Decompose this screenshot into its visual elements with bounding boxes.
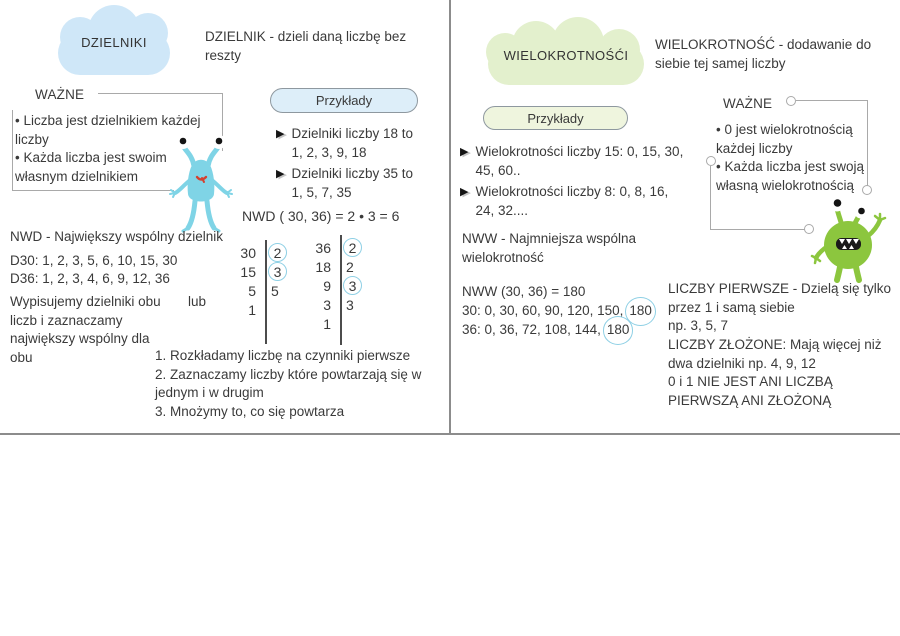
step-item: 2. Zaznaczamy liczby które powtarzają się w jednym i w drugim bbox=[155, 366, 422, 401]
example-item bbox=[276, 125, 428, 162]
green-monster-illustration bbox=[810, 192, 888, 289]
example-text: Dzielniki liczby 35 to 1, 5, 7, 35 bbox=[291, 166, 414, 200]
dividend: 36 bbox=[315, 239, 331, 256]
circled-nww-value: 180 bbox=[625, 297, 656, 326]
example-item bbox=[276, 165, 428, 202]
factor: 3 bbox=[346, 296, 354, 313]
step-item: 1. Rozkładamy liczbę na czynniki pierwsze bbox=[155, 348, 411, 363]
wazne-left-frame-top bbox=[98, 93, 223, 94]
wazne-left-frame-left bbox=[12, 110, 13, 190]
triangle-bullet-icon: ▶ bbox=[276, 128, 285, 140]
blue-monster-illustration bbox=[168, 132, 236, 239]
green-monster-icon bbox=[810, 192, 888, 284]
example-item bbox=[460, 143, 696, 180]
table-row bbox=[236, 262, 287, 281]
wielokrotnosc-definition: WIELOKROTNOŚĆ - dodawanie do siebie tej samej liczby bbox=[655, 37, 872, 71]
example-text: Dzielniki liczby 18 to 1, 2, 3, 9, 18 bbox=[291, 126, 414, 160]
table-row bbox=[311, 314, 362, 333]
nwd-heading: NWD - Największy wspólny dzielnik bbox=[10, 229, 224, 244]
method-note: Wypisujemy dzielniki obu liczb i zaznaczamy największy wspólny dla obu bbox=[10, 294, 161, 365]
d30-list: D30: 1, 2, 3, 5, 6, 10, 15, 30 bbox=[10, 253, 178, 268]
przyklady-badge-left: Przykłady bbox=[270, 88, 418, 113]
dzielnik-definition: DZIELNIK - dzieli daną liczbę bez reszty bbox=[205, 29, 407, 63]
circled-factor: 2 bbox=[343, 238, 362, 257]
multiples-36-list: 36: 0, 36, 72, 108, 144, bbox=[462, 322, 601, 337]
triangle-bullet-icon: ▶ bbox=[460, 186, 469, 199]
wielokrotnosci-cloud bbox=[486, 17, 646, 85]
dividend: 3 bbox=[323, 296, 331, 313]
table-row bbox=[311, 257, 362, 276]
multiples-30-list: 30: 0, 30, 60, 90, 120, 150, bbox=[462, 303, 624, 318]
primes-line: np. 3, 5, 7 bbox=[668, 318, 729, 334]
dividend: 30 bbox=[240, 244, 256, 261]
lub-label: lub bbox=[188, 294, 207, 309]
table-row bbox=[236, 243, 287, 262]
table-row bbox=[311, 295, 362, 314]
example-text: Wielokrotności liczby 8: 0, 8, 16, 24, 32.... bbox=[475, 184, 669, 218]
table-row bbox=[236, 281, 287, 300]
wazne-left-title: WAŻNE bbox=[35, 87, 85, 102]
nww-equation: NWW (30, 36) = 180 bbox=[462, 284, 586, 299]
examples-list-right bbox=[460, 143, 696, 224]
examples-list-left bbox=[276, 125, 428, 206]
wazne-left-point: • Liczba jest dzielnikiem każdej liczby bbox=[15, 113, 201, 147]
primes-line: LICZBY PIERWSZE - Dzielą się tylko przez 1 i samą siebie bbox=[668, 281, 892, 315]
wazne-right-points bbox=[716, 121, 868, 196]
triangle-bullet-icon: ▶ bbox=[276, 168, 285, 181]
primes-line: LICZBY ZŁOŻONE: Mają więcej niż dwa dzielniki np. 4, 9, 12 bbox=[668, 336, 882, 371]
wazne-right-point: • 0 jest wielokrotnością każdej liczby bbox=[716, 122, 853, 156]
dividend: 15 bbox=[240, 263, 256, 280]
section-title-dzielniki: DZIELNIKI bbox=[81, 35, 147, 50]
circled-factor: 3 bbox=[343, 276, 362, 295]
triangle-bullet-icon: ▶ bbox=[460, 146, 469, 158]
vertical-divider bbox=[449, 0, 451, 434]
nww-heading: NWW - Najmniejsza wspólna wielokrotność bbox=[462, 231, 637, 265]
table-row bbox=[311, 238, 362, 257]
d36-list: D36: 1, 2, 3, 4, 6, 9, 12, 36 bbox=[10, 271, 170, 286]
horizontal-divider bbox=[0, 433, 900, 435]
dividend: 1 bbox=[248, 301, 256, 318]
table-row bbox=[236, 300, 287, 319]
step-item: 3. Mnożymy to, co się powtarza bbox=[155, 403, 345, 419]
factor: 5 bbox=[271, 282, 279, 299]
dividend: 9 bbox=[323, 277, 331, 294]
multiples-of-36 bbox=[462, 316, 633, 345]
wazne-left-frame-bottom bbox=[12, 190, 174, 191]
factor-table-30 bbox=[236, 243, 287, 319]
wazne-right-frame-top bbox=[796, 100, 868, 101]
primes-line: 0 i 1 NIE JEST ANI LICZBĄ PIERWSZĄ ANI ZŁOŻONĄ bbox=[668, 374, 833, 408]
section-title-wielokrotnosci: WIELOKROTNOŚĆI bbox=[503, 48, 629, 63]
factor-table-36 bbox=[311, 238, 362, 333]
nwd-steps bbox=[155, 347, 447, 422]
wazne-right-title: WAŻNE bbox=[723, 96, 773, 111]
example-item bbox=[460, 183, 696, 220]
frame-dot bbox=[706, 156, 716, 166]
blue-monster-icon bbox=[168, 132, 236, 234]
table-row bbox=[311, 276, 362, 295]
dividend: 1 bbox=[323, 315, 331, 332]
primes-block bbox=[668, 280, 900, 410]
circled-factor: 3 bbox=[268, 262, 287, 281]
dzielniki-cloud bbox=[58, 5, 170, 77]
table-divider-line bbox=[340, 235, 342, 345]
wazne-right-frame-bottom bbox=[710, 229, 806, 230]
dividend: 5 bbox=[248, 282, 256, 299]
wazne-left-point: • Każda liczba jest swoim własnym dzielnikiem bbox=[15, 150, 167, 184]
przyklady-badge-right: Przykłady bbox=[483, 106, 628, 130]
circled-nww-value: 180 bbox=[603, 316, 634, 345]
dividend: 18 bbox=[315, 258, 331, 275]
example-text: Wielokrotności liczby 15: 0, 15, 30, 45, 60.. bbox=[475, 144, 684, 178]
factor: 2 bbox=[346, 258, 354, 275]
table-divider-line bbox=[265, 240, 267, 344]
wazne-right-frame-left bbox=[710, 166, 711, 229]
nwd-equation: NWD ( 30, 36) = 2 • 3 = 6 bbox=[242, 208, 400, 224]
frame-dot bbox=[786, 96, 796, 106]
wazne-right-point: • Każda liczba jest swoją własną wielokrotnością bbox=[716, 159, 865, 193]
circled-factor: 2 bbox=[268, 243, 287, 262]
